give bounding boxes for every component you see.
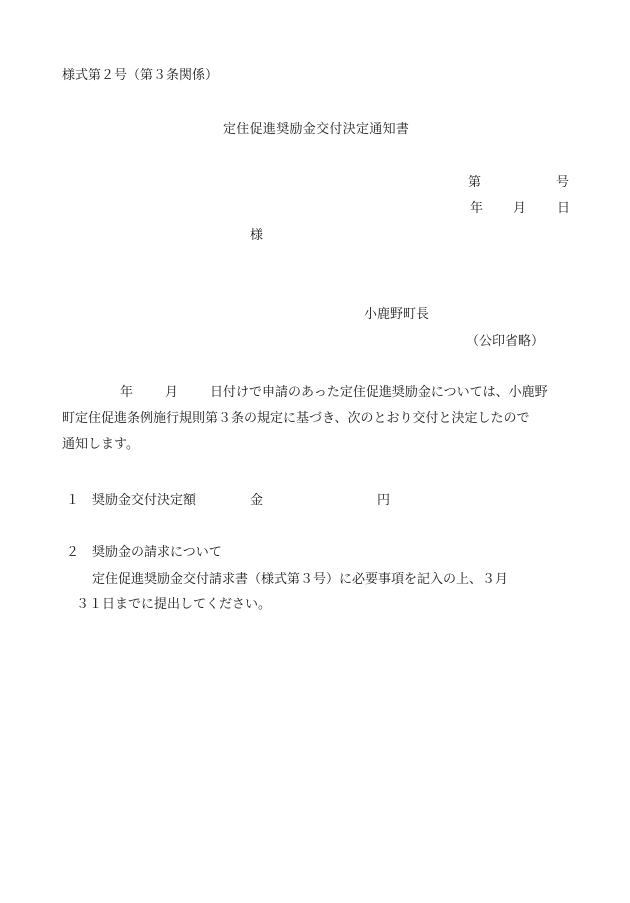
item2-description <box>66 567 508 617</box>
issuer-name: 小鹿野町長 <box>364 307 430 322</box>
item2-number: ２ <box>66 545 80 560</box>
body-line1-rest: 日付けで申請のあった定住促進奨励金については、小鹿野 <box>210 385 548 400</box>
date-day: 日 <box>557 201 571 216</box>
document-number-label: 第 <box>468 175 482 190</box>
item1-currency-suffix: 円 <box>377 493 391 508</box>
item1-number: １ <box>66 493 80 508</box>
body-year: 年 <box>120 385 134 400</box>
recipient-honorific: 様 <box>250 228 264 243</box>
item2-line-2: ３１日までに提出してください。 <box>76 597 272 612</box>
date-month: 月 <box>513 201 527 216</box>
notice-body-line-1 <box>62 380 582 406</box>
item2-label: 奨励金の請求について <box>92 545 222 560</box>
seal-omitted-note: （公印省略） <box>466 334 545 349</box>
notice-body-line-2: 町定住促進条例施行規則第３条の規定に基づき、次のとおり交付と決定したので <box>62 411 530 426</box>
item2-line-1: 定住促進奨励金交付請求書（様式第３号）に必要事項を記入の上、３月 <box>92 572 509 587</box>
notice-body-line-3: 通知します。 <box>62 437 139 452</box>
date-year: 年 <box>470 201 484 216</box>
item1-currency-prefix: 金 <box>250 493 264 508</box>
body-month: 月 <box>165 385 179 400</box>
notice-body <box>62 380 582 458</box>
form-number: 様式第２号（第３条関係） <box>62 68 219 83</box>
item1-label: 奨励金交付決定額 <box>92 493 197 508</box>
document-title: 定住促進奨励金交付決定通知書 <box>223 122 410 137</box>
document-number-suffix: 号 <box>556 175 570 190</box>
